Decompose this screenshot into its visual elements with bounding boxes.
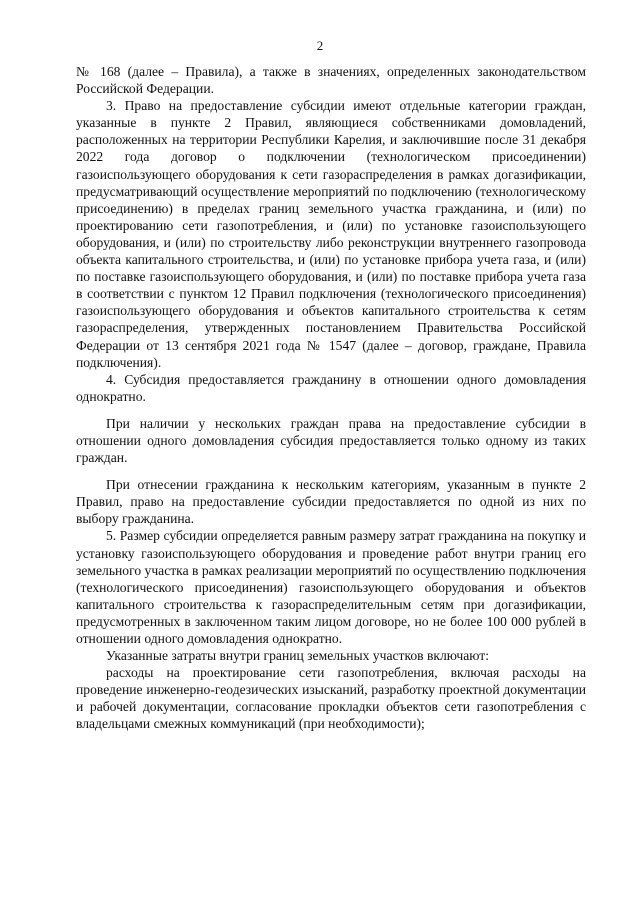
paragraph-clause-5: 5. Размер субсидии определяется равным размеру затрат гражданина на покупку и установку газоиспользующего оборудования и проведение работ внутри границ его земельного участка в рамках реализации мероприятий по осуществлению подключения (технологического присоединения) газоиспользующего оборудования и объектов капитального строительства к газораспределительным сетям при догазификации, предусмотренных в заключенном таким лицом договоре, но не более 100 000 рублей в отношении одного домовладения однократно. xyxy=(76,528,586,646)
paragraph-clause-3: 3. Право на предоставление субсидии имеют отдельные категории граждан, указанные в пункте 2 Правил, являющиеся собственниками домовладений, расположенных на территории Республики Карелия, и заключившие после 31 декабря 2022 года договор о подключении (технологическом присоединении) газоиспользующего оборудования к сети газораспределения в рамках догазификации, предусматривающий осуществление мероприятий по подключению (технологическому присоединению) в пределах границ земельного участка гражданина, и (или) по проектированию сети газопотребления, и (или) по установке газоиспользующего оборудования, и (или) по строительству либо реконструкции внутреннего газопровода объекта капитального строительства, и (или) по установке прибора учета газа, и (или) по поставке газоиспользующего оборудования, и (или) по поставке прибора учета газа в соответствии с пунктом 12 Правил подключения (технологического присоединения) газоиспользующего оборудования и объектов капитального строительства к сетям газораспределения, утвержденных постановлением Правительства Российской Федерации от 13 сентября 2021 года № 1547 (далее – договор, граждане, Правила подключения). xyxy=(76,98,586,370)
paragraph-continuation: № 168 (далее – Правила), а также в значениях, определенных законодательством Российской Федерации. xyxy=(76,64,586,97)
paragraph-design-costs: расходы на проектирование сети газопотребления, включая расходы на проведение инженерно-геодезических изысканий, разработку проектной документации и рабочей документации, согласование прокладки объектов сети газопотребления с владельцами смежных коммуникаций (при необходимости); xyxy=(76,665,586,732)
document-body xyxy=(76,63,586,733)
paragraph-clause-4: 4. Субсидия предоставляется гражданину в отношении одного домовладения однократно. xyxy=(76,371,586,404)
page-number: 2 xyxy=(316,38,324,53)
paragraph-multiple-categories: При отнесении гражданина к нескольким категориям, указанным в пункте 2 Правил, право на предоставление субсидии предоставляется по одной из них по выбору гражданина. xyxy=(76,477,586,527)
paragraph-multiple-citizens: При наличии у нескольких граждан права на предоставление субсидии в отношении одного домовладения субсидия предоставляется только одному из таких граждан. xyxy=(76,415,586,466)
paragraph-costs-intro: Указанные затраты внутри границ земельных участков включают: xyxy=(106,648,489,664)
